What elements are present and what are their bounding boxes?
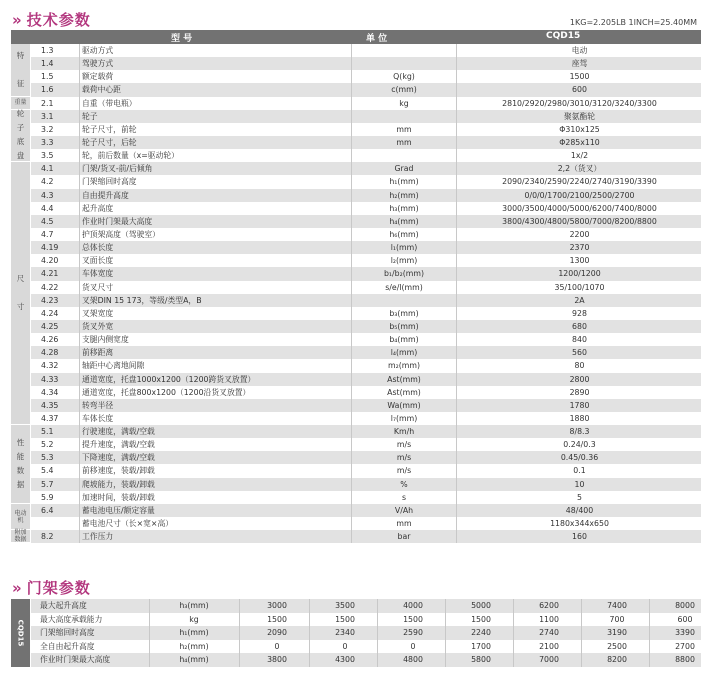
group-label: 特 征 — [11, 44, 30, 97]
spec-value: 2090/2340/2590/2240/2740/3190/3390 — [502, 177, 657, 187]
spec-item: 前移速度，装载/卸载 — [82, 466, 155, 476]
mast-unit: h₄(mm) — [179, 655, 209, 665]
spec-row — [31, 149, 701, 162]
mast-value: 7000 — [539, 655, 559, 665]
spec-row — [31, 517, 701, 530]
spec-value: 0.45/0.36 — [560, 453, 599, 463]
spec-value: 2890 — [569, 387, 590, 397]
spec-unit: bar — [397, 532, 411, 542]
spec-item: 通道宽度，托盘1000x1200（1200跨货叉放置） — [82, 374, 256, 384]
spec-unit: s — [401, 492, 407, 502]
spec-number: 3.3 — [41, 137, 54, 147]
spec-value: 座驾 — [571, 59, 588, 69]
mast-item: 最大起升高度 — [40, 601, 87, 610]
spec-value: 2370 — [569, 243, 590, 253]
mast-row — [31, 613, 701, 627]
spec-number: 4.2 — [41, 177, 54, 187]
spec-row — [31, 307, 701, 320]
spec-value: 600 — [572, 85, 587, 95]
spec-unit: Q(kg) — [393, 72, 415, 82]
spec-value: Φ310x125 — [559, 124, 600, 134]
spec-number: 1.6 — [41, 85, 54, 95]
spec-number: 5.7 — [41, 479, 54, 489]
spec-row — [31, 281, 701, 294]
spec-item: 起升高度 — [82, 203, 114, 213]
spec-row — [31, 294, 701, 307]
col-divider — [309, 599, 310, 667]
spec-item: 轮子尺寸，前轮 — [82, 124, 137, 134]
spec-number: 4.32 — [41, 361, 59, 371]
spec-row — [31, 97, 701, 110]
col-divider — [377, 599, 378, 667]
group-label: 附加 数据 — [11, 530, 30, 543]
spec-row — [31, 70, 701, 83]
spec-unit: l₁(mm) — [390, 243, 418, 253]
spec-item: 车体宽度 — [82, 269, 114, 279]
mast-value: 4000 — [403, 601, 423, 610]
spec-item: 前移距离 — [82, 348, 114, 358]
mast-row — [31, 653, 701, 667]
col-divider — [456, 44, 457, 543]
mast-value: 1500 — [403, 614, 423, 624]
spec-unit: h₆(mm) — [389, 229, 419, 239]
spec-table-header — [11, 30, 701, 44]
spec-row — [31, 123, 701, 136]
spec-item: 轮子 — [82, 111, 98, 121]
spec-item: 自重（带电瓶） — [82, 98, 137, 108]
spec-row — [31, 504, 701, 517]
spec-unit: Km/h — [393, 427, 415, 437]
mast-value: 0 — [274, 641, 280, 651]
spec-number: 1.5 — [41, 72, 54, 82]
spec-item: 护顶架高度（驾驶室） — [82, 229, 160, 239]
spec-row — [31, 136, 701, 149]
spec-row — [31, 189, 701, 202]
spec-value: 560 — [572, 348, 587, 358]
spec-number: 4.23 — [41, 295, 59, 305]
group-label: 性 能 数 据 — [11, 425, 30, 504]
spec-number: 4.7 — [41, 229, 54, 239]
spec-row — [31, 254, 701, 267]
mast-value: 1700 — [471, 641, 491, 651]
spec-item: 车体长度 — [82, 413, 114, 423]
spec-number: 5.4 — [41, 466, 54, 476]
mast-row — [31, 640, 701, 654]
spec-item: 蓄电池电压/额定容量 — [82, 505, 155, 515]
col-divider — [649, 599, 650, 667]
group-label: 尺 寸 — [11, 162, 30, 425]
spec-value: 80 — [574, 361, 585, 371]
spec-value: 680 — [572, 321, 587, 331]
chevron-icon: » — [12, 579, 23, 597]
spec-item: 蓄电池尺寸（长×宽×高） — [82, 519, 174, 529]
specs-title-text: 技术参数 — [26, 11, 91, 29]
mast-unit: kg — [189, 614, 199, 624]
spec-value: 1x/2 — [570, 151, 589, 161]
spec-number: 4.37 — [41, 413, 59, 423]
header-unit: 单 位 — [366, 34, 388, 44]
spec-number: 5.3 — [41, 453, 54, 463]
spec-value: 3800/4300/4800/5800/7000/8200/8800 — [502, 216, 657, 226]
mast-row — [31, 599, 701, 613]
mast-value: 2090 — [267, 628, 287, 638]
mast-value: 5000 — [471, 601, 491, 610]
spec-item: 工作压力 — [82, 532, 114, 542]
mast-value: 2100 — [539, 641, 559, 651]
spec-item: 货叉尺寸 — [82, 282, 114, 292]
spec-value: 2800 — [569, 374, 590, 384]
spec-item: 门架缩回时高度 — [82, 177, 137, 187]
spec-unit: Wa(mm) — [387, 400, 421, 410]
mast-value: 1500 — [267, 614, 287, 624]
spec-unit: h₄(mm) — [389, 216, 419, 226]
spec-number: 4.26 — [41, 335, 59, 345]
spec-value: 2810/2920/2980/3010/3120/3240/3300 — [502, 98, 657, 108]
mast-value: 3190 — [607, 628, 627, 638]
spec-unit: s/e/l(mm) — [385, 282, 423, 292]
col-divider — [581, 599, 582, 667]
mast-value: 3000 — [267, 601, 287, 610]
spec-value: 10 — [574, 479, 585, 489]
spec-number: 4.28 — [41, 348, 59, 358]
spec-number: 4.35 — [41, 400, 59, 410]
unit-conversion-note: 1KG=2.205LB 1INCH=25.40MM — [569, 18, 697, 27]
header-type: 型 号 — [171, 34, 193, 44]
spec-item: 轴距中心离地间隙 — [82, 361, 145, 371]
mast-value: 7400 — [607, 601, 627, 610]
spec-table — [11, 44, 701, 543]
mast-section-title — [12, 577, 91, 598]
mast-value: 3800 — [267, 655, 287, 665]
spec-item: 支腿内侧宽度 — [82, 335, 129, 345]
spec-number: 4.19 — [41, 243, 59, 253]
spec-value: 35/100/1070 — [554, 282, 605, 292]
spec-unit: b₃(mm) — [389, 308, 419, 318]
spec-value: 928 — [572, 308, 587, 318]
spec-item: 爬坡能力，装载/卸载 — [82, 479, 155, 489]
spec-item: 通道宽度，托盘800x1200（1200沿货叉放置） — [82, 387, 251, 397]
spec-value: 3000/3500/4000/5000/6200/7400/8000 — [502, 203, 657, 213]
spec-number: 5.2 — [41, 440, 54, 450]
spec-item: 叉面长度 — [82, 256, 114, 266]
spec-number: 4.3 — [41, 190, 54, 200]
spec-item: 货叉外宽 — [82, 321, 114, 331]
spec-number: 5.1 — [41, 427, 54, 437]
spec-value: 1180x344x650 — [550, 519, 609, 529]
spec-value: 840 — [572, 335, 587, 345]
spec-item: 轮子尺寸，后轮 — [82, 137, 137, 147]
spec-value: 1780 — [569, 400, 590, 410]
spec-number: 3.1 — [41, 111, 54, 121]
spec-row — [31, 438, 701, 451]
spec-number: 4.34 — [41, 387, 59, 397]
spec-unit: mm — [396, 519, 412, 529]
spec-unit: l₂(mm) — [390, 256, 418, 266]
mast-value: 0 — [342, 641, 348, 651]
spec-unit: h₁(mm) — [389, 177, 419, 187]
spec-row — [31, 386, 701, 399]
mast-value: 2500 — [607, 641, 627, 651]
spec-unit: l₄(mm) — [390, 348, 418, 358]
spec-value: 1300 — [569, 256, 590, 266]
spec-number: 4.1 — [41, 164, 54, 174]
specs-section-title — [12, 9, 91, 30]
spec-value: 2200 — [569, 229, 590, 239]
mast-value: 1100 — [539, 614, 559, 624]
mast-item: 门架缩回时高度 — [40, 628, 95, 638]
spec-unit: m₂(mm) — [388, 361, 420, 371]
mast-model-label: CQD15 — [11, 599, 30, 667]
mast-value: 5800 — [471, 655, 491, 665]
spec-number: 1.3 — [41, 46, 54, 55]
spec-number: 8.2 — [41, 532, 54, 542]
mast-value: 2590 — [403, 628, 423, 638]
col-divider — [149, 599, 150, 667]
spec-item: 门架/货叉-前/后倾角 — [82, 164, 153, 174]
spec-row — [31, 241, 701, 254]
mast-item: 全自由起升高度 — [40, 641, 95, 651]
spec-unit: c(mm) — [391, 85, 417, 95]
mast-value: 700 — [609, 614, 625, 624]
mast-unit: h₃(mm) — [179, 601, 209, 610]
mast-value: 8800 — [675, 655, 695, 665]
col-divider — [239, 599, 240, 667]
spec-row — [31, 530, 701, 543]
spec-number: 2.1 — [41, 98, 54, 108]
spec-item: 下降速度，满载/空载 — [82, 453, 155, 463]
spec-value: 0/0/0/1700/2100/2500/2700 — [524, 190, 635, 200]
spec-number: 3.2 — [41, 124, 54, 134]
spec-row — [31, 373, 701, 386]
spec-row — [31, 491, 701, 504]
spec-row — [31, 399, 701, 412]
spec-unit: kg — [399, 98, 409, 108]
spec-item: 轮，前后数量（x=驱动轮） — [82, 151, 179, 161]
spec-row — [31, 464, 701, 477]
spec-row — [31, 359, 701, 372]
mast-item: 最大高度承载能力 — [40, 614, 103, 624]
mast-value: 4800 — [403, 655, 423, 665]
spec-unit: mm — [396, 137, 412, 147]
spec-number: 5.9 — [41, 492, 54, 502]
spec-number: 4.4 — [41, 203, 54, 213]
spec-row — [31, 175, 701, 188]
spec-item: 提升速度，满载/空载 — [82, 440, 155, 450]
spec-value: 1200/1200 — [558, 269, 601, 279]
spec-row — [31, 110, 701, 123]
spec-value: 聚氨酯轮 — [563, 111, 596, 121]
spec-unit: b₄(mm) — [389, 335, 419, 345]
col-divider — [445, 599, 446, 667]
spec-row — [31, 202, 701, 215]
spec-number: 1.4 — [41, 59, 54, 69]
mast-value: 2700 — [675, 641, 695, 651]
spec-number: 3.5 — [41, 151, 54, 161]
spec-value: 1500 — [569, 72, 590, 82]
spec-row — [31, 425, 701, 438]
spec-row — [31, 162, 701, 175]
col-divider — [513, 599, 514, 667]
spec-row — [31, 215, 701, 228]
spec-number: 4.24 — [41, 308, 59, 318]
spec-value: 5 — [577, 492, 582, 502]
mast-value: 3390 — [675, 628, 695, 638]
spec-row — [31, 57, 701, 70]
spec-item: 叉架宽度 — [82, 308, 114, 318]
mast-value: 4300 — [335, 655, 355, 665]
mast-value: 2240 — [471, 628, 491, 638]
mast-unit: h₂(mm) — [179, 641, 209, 651]
spec-value: 0.24/0.3 — [563, 440, 596, 450]
mast-value: 8200 — [607, 655, 627, 665]
mast-value: 0 — [410, 641, 416, 651]
spec-item: 叉架DIN 15 173，等级/类型A，B — [82, 295, 202, 305]
spec-value: 160 — [572, 532, 587, 542]
spec-item: 载荷中心距 — [82, 85, 121, 95]
group-label: 重量 — [11, 97, 30, 110]
spec-item: 总体长度 — [82, 243, 114, 253]
spec-row — [31, 412, 701, 425]
spec-item: 加速时间，装载/卸载 — [82, 492, 155, 502]
spec-unit: m/s — [396, 453, 412, 463]
mast-unit: h₁(mm) — [179, 628, 209, 638]
spec-number: 6.4 — [41, 505, 54, 515]
spec-unit: Ast(mm) — [387, 374, 421, 384]
spec-item: 行驶速度，满载/空载 — [82, 427, 155, 437]
spec-value: 电动 — [571, 46, 588, 55]
spec-value: 8/8.3 — [569, 427, 590, 437]
spec-unit: V/Ah — [394, 505, 414, 515]
spec-number: 4.21 — [41, 269, 59, 279]
spec-row — [31, 44, 701, 57]
col-divider — [351, 44, 352, 543]
spec-item: 额定载荷 — [82, 72, 114, 82]
spec-row — [31, 83, 701, 96]
spec-row — [31, 320, 701, 333]
spec-unit: b₁/b₂(mm) — [383, 269, 425, 279]
spec-row — [31, 333, 701, 346]
mast-value: 2340 — [335, 628, 355, 638]
mast-value: 8000 — [675, 601, 695, 610]
spec-item: 驱动方式 — [82, 46, 114, 55]
header-model: CQD15 — [546, 31, 581, 41]
col-divider — [79, 44, 80, 543]
mast-value: 600 — [677, 614, 693, 624]
chevron-icon: » — [12, 11, 23, 29]
spec-unit: b₅(mm) — [389, 321, 419, 331]
spec-number: 4.25 — [41, 321, 59, 331]
spec-item: 自由提升高度 — [82, 190, 129, 200]
mast-value: 1500 — [335, 614, 355, 624]
spec-unit: mm — [396, 124, 412, 134]
spec-unit: l₇(mm) — [390, 413, 418, 423]
spec-unit: Ast(mm) — [387, 387, 421, 397]
spec-item: 驾驶方式 — [82, 59, 114, 69]
mast-value: 6200 — [539, 601, 559, 610]
spec-value: 48/400 — [565, 505, 594, 515]
mast-row — [31, 626, 701, 640]
group-label: 轮 子 底 盘 — [11, 110, 30, 163]
mast-value: 3500 — [335, 601, 355, 610]
spec-value: 2,2（货叉） — [557, 164, 602, 174]
spec-number: 4.5 — [41, 216, 54, 226]
spec-unit: h₃(mm) — [389, 203, 419, 213]
spec-row — [31, 451, 701, 464]
spec-value: Φ285x110 — [559, 137, 600, 147]
spec-unit: Grad — [394, 164, 414, 174]
spec-value: 2A — [574, 295, 585, 305]
spec-value: 1880 — [569, 413, 590, 423]
spec-value: 0.1 — [573, 466, 586, 476]
spec-unit: m/s — [396, 466, 412, 476]
spec-unit: h₂(mm) — [389, 190, 419, 200]
spec-item: 作业时门架最大高度 — [82, 216, 153, 226]
group-label: 电动 机 — [11, 504, 30, 530]
spec-row — [31, 346, 701, 359]
spec-row — [31, 267, 701, 280]
mast-item: 作业时门架最大高度 — [40, 655, 111, 665]
spec-row — [31, 478, 701, 491]
spec-item: 转弯半径 — [82, 400, 114, 410]
spec-row — [31, 228, 701, 241]
spec-number: 4.20 — [41, 256, 59, 266]
mast-value: 2740 — [539, 628, 559, 638]
spec-unit: % — [400, 479, 408, 489]
spec-number: 4.22 — [41, 282, 59, 292]
spec-number: 4.33 — [41, 374, 59, 384]
spec-unit: m/s — [396, 440, 412, 450]
mast-value: 1500 — [471, 614, 491, 624]
mast-title-text: 门架参数 — [26, 579, 91, 597]
